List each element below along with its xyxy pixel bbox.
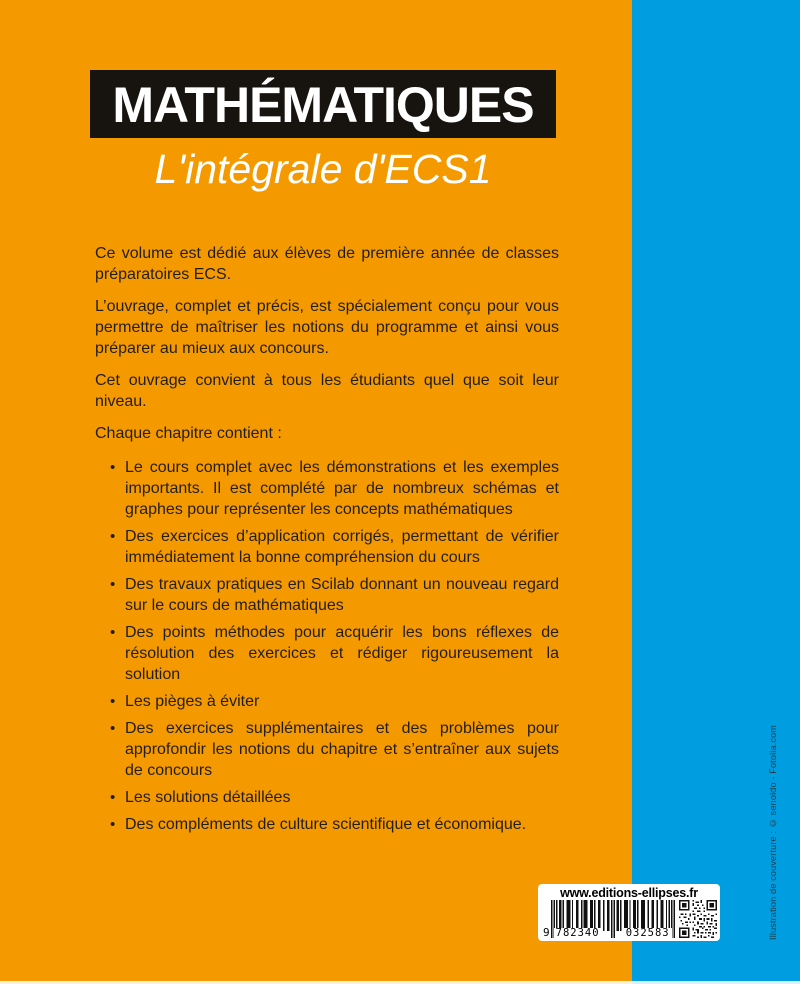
feature-text: Le cours complet avec les démonstrations et les exemples importants. Il est complété par de nombreux schémas et graphes pour représenter les concepts mathématiques [125,459,559,518]
feature-text: Des exercices supplémentaires et des problèmes pour approfondir les notions du chapitre et s’entraîner aux sujets de concours [125,720,559,779]
barcode-panel [538,884,720,941]
book-title: MATHÉMATIQUES [112,77,534,133]
list-item [95,691,559,712]
bullet-icon: • [110,720,116,737]
feature-text: Des points méthodes pour acquérir les bons réflexes de résolution des exercices et rédiger rigoureusement la solution [125,624,559,683]
intro-paragraph: Ce volume est dédié aux élèves de première année de classes préparatoires ECS. [95,245,559,283]
bullet-icon: • [110,528,116,545]
title-banner [90,70,556,138]
list-item [95,457,559,520]
ean-barcode [543,900,675,938]
bullet-icon: • [110,459,116,476]
barcode-row [543,900,715,938]
bullet-icon: • [110,789,116,806]
list-item [95,526,559,568]
ean-group1: 782340 [555,927,600,939]
bullet-icon: • [110,576,116,593]
cover-illustration-credit: Illustration de couverture : © senoldo - Fotolia.com [768,725,778,940]
intro-paragraph: Cet ouvrage convient à tous les étudiants quel que soit leur niveau. [95,372,559,410]
bullet-icon: • [110,816,116,833]
feature-text: Les pièges à éviter [125,693,260,710]
list-item [95,718,559,781]
book-subtitle: L'intégrale d'ECS1 [154,146,492,192]
qr-code-icon [679,900,717,938]
ean-prefix-digit: 9 [543,926,550,939]
publisher-website: www.editions-ellipses.fr [560,886,698,900]
ean-group2: 032583 [625,927,670,939]
feature-text: Des travaux pratiques en Scilab donnant un nouveau regard sur le cours de mathématiques [125,576,559,614]
list-item [95,814,559,835]
intro-paragraph: L’ouvrage, complet et précis, est spécialement conçu pour vous permettre de maîtriser les notions du programme et ainsi vous préparer au mieux aux concours. [95,298,559,357]
feature-text: Des compléments de culture scientifique et économique. [125,816,527,833]
bullet-icon: • [110,693,116,710]
feature-text: Les solutions détaillées [125,789,291,806]
list-item [95,622,559,685]
feature-text: Des exercices d’application corrigés, permettant de vérifier immédiatement la bonne compréhension du cours [125,528,559,566]
ean-digits [554,928,672,939]
ean-bars [551,900,675,938]
list-item [95,574,559,616]
list-item [95,787,559,808]
bullet-icon: • [110,624,116,641]
feature-list [95,457,559,835]
description-block [95,243,559,841]
intro-paragraph: Chaque chapitre contient : [95,425,282,442]
